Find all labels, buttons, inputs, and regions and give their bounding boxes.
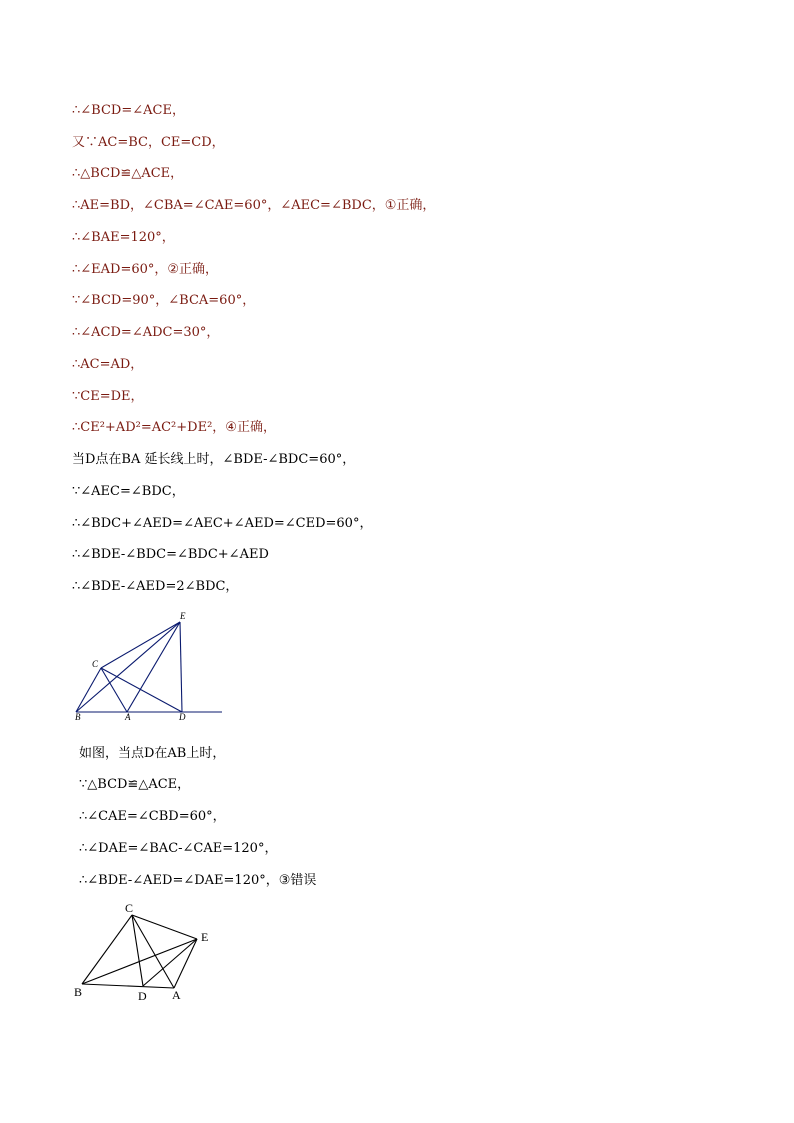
label-E: E [201,930,209,944]
label-A: A [125,712,131,722]
proof-line-7: ∵∠BCD=90°，∠BCA=60°， [72,293,256,308]
proof-line-8: ∴∠ACD=∠ADC=30°， [72,325,220,340]
proof-line-2: 又∵AC=BC，CE=CD， [72,135,225,150]
label-C: C [125,901,134,915]
proof-line-4: ∴AE=BD，∠CBA=∠CAE=60°，∠AEC=∠BDC，①正确， [72,198,436,213]
segment-CD [101,668,182,712]
label-D: D [138,989,147,1003]
proof-line-15: ∴∠BDE-∠BDC=∠BDC+∠AED [72,547,269,562]
segment-CE [132,915,197,939]
label-A: A [172,988,181,1002]
proof-line-11: ∴CE²+AD²=AC²+DE²，④正确， [72,420,276,435]
segment-DE [143,939,197,986]
segment-ED [180,622,182,712]
proof-line-17: 如图，当点D在AB上时， [79,746,226,761]
proof-line-19: ∴∠CAE=∠CBD=60°， [79,809,226,824]
segment-BE [82,939,197,984]
label-B: B [75,712,81,722]
proof-line-13: ∵∠AEC=∠BDC， [72,484,185,499]
proof-line-21: ∴∠BDE-∠AED=∠DAE=120°，③错误 [79,873,317,888]
label-E: E [180,611,186,621]
proof-line-6: ∴∠EAD=60°，②正确， [72,262,219,277]
proof-line-20: ∴∠DAE=∠BAC-∠CAE=120°， [79,841,278,856]
proof-line-9: ∴AC=AD， [72,357,144,372]
proof-line-10: ∵CE=DE， [72,389,144,404]
segment-CE [101,622,180,668]
geometry-figure-1 [70,608,230,723]
proof-line-5: ∴∠BAE=120°， [72,230,175,245]
proof-line-14: ∴∠BDC+∠AED=∠AEC+∠AED=∠CED=60°， [72,516,373,531]
label-B: B [74,985,83,999]
segment-BA [82,984,174,988]
geometry-figure-2 [68,898,228,1008]
segment-BC [76,668,101,712]
segment-AE [127,622,180,712]
proof-line-1: ∴∠BCD=∠ACE， [72,103,185,118]
label-C: C [92,659,99,669]
proof-line-18: ∵△BCD≌△ACE， [79,777,191,792]
label-D: D [179,712,186,722]
proof-line-16: ∴∠BDE-∠AED=2∠BDC， [72,579,239,594]
proof-line-3: ∴△BCD≌△ACE， [72,166,184,181]
proof-line-12: 当D点在BA 延长线上时，∠BDE-∠BDC=60°， [72,452,356,467]
